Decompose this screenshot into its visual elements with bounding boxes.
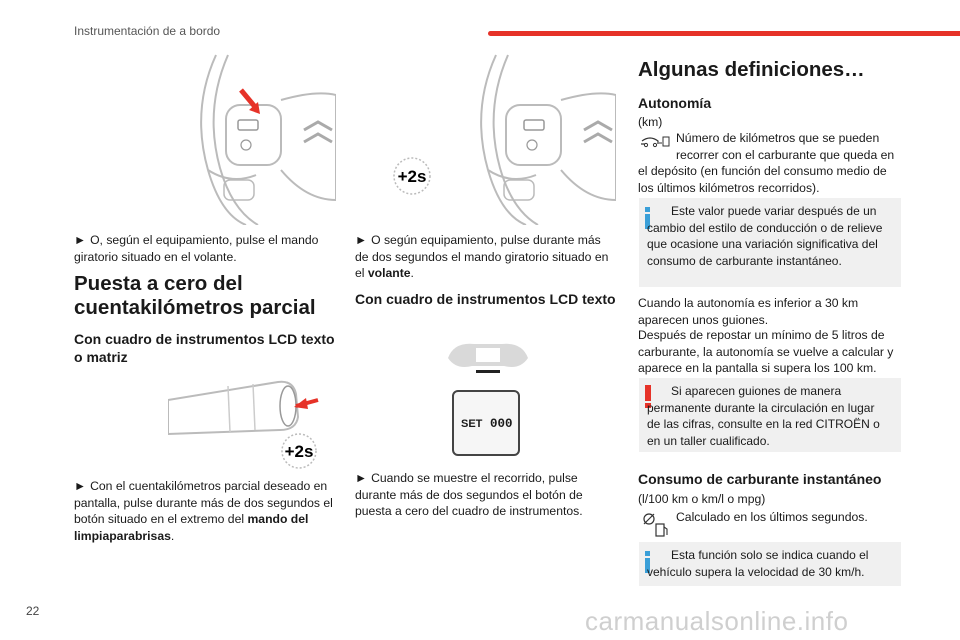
autonomia-text-2: Después de repostar un mínimo de 5 litros de carburante, la autonomía se vuelve a calcular y aparece en la pantalla si supera los 100 km. [638,328,894,375]
steering-wheel-illustration-1 [186,50,336,225]
warning-note-text: Si aparecen guiones de manera permanente durante la circulación en lugar de las cifras, consulte en la red CITROËN o en un taller cualificado. [647,384,880,448]
info-note [639,198,901,287]
steering-wheel-illustration-2 [466,50,616,225]
instruction-text: ► Con el cuentakilómetros parcial deseado en pantalla, pulse durante más de dos segundos el botón situado en el extremo del mando del limpiaparabrisas. [74,479,333,543]
instruction-text: ► O, según el equipamiento, pulse el mando giratorio situado en el volante. [74,233,319,264]
lcd-set-label: SET [461,418,483,430]
instruction-text: ► O según equipamiento, pulse durante más de dos segundos el mando giratorio situado en el volante. [355,233,609,280]
autonomia-unit: (km) [638,115,663,129]
autonomia-title: Autonomía [638,95,712,111]
autonomia-text-1: Cuando la autonomía es inferior a 30 km aparecen unos guiones. [638,296,859,327]
autonomia-desc-rest: el depósito (en función del consumo medio de los últimos kilómetros recorridos). [638,164,887,195]
page-number: 22 [26,604,40,618]
section-header: Instrumentación de a bordo [74,24,221,38]
autonomy-fuel-icon [640,134,672,148]
consumo-title: Consumo de carburante instantáneo [638,471,882,487]
lcd-value: 000 [490,417,513,431]
bullet-arrow-icon: ► [74,233,87,247]
bullet-arrow-icon: ► [355,471,368,485]
lcd-display [452,390,520,456]
timer-badge-2 [392,156,432,196]
warning-note [639,378,901,452]
info-note-text: Este valor puede variar después de un cambio del estilo de conducción o de relieve que ocasione una variación significativa del consumo de carburante instantáneo. [647,204,883,268]
badge-label: +2s [284,442,314,461]
fuel-consumption-icon [640,510,670,540]
bullet-arrow-icon: ► [74,479,87,493]
header-accent-bar [488,31,960,36]
instrument-cluster-icon [446,340,530,374]
subheading: Con cuadro de instrumentos LCD texto [355,291,616,307]
info-note-2-text: Esta función solo se indica cuando el vehículo supera la velocidad de 30 km/h. [647,548,869,579]
subheading: Con cuadro de instrumentos LCD texto o matriz [74,331,335,365]
info-note-2 [639,542,901,586]
autonomia-desc-first: Número de kilómetros que se pueden recorrer con el carburante que queda en [676,131,895,162]
consumo-desc: Calculado en los últimos segundos. [676,510,868,524]
bullet-arrow-icon: ► [355,233,368,247]
badge-label: +2s [397,167,427,186]
watermark: carmanualsonline.info [585,606,849,636]
section-heading: Puesta a cero del cuentakilómetros parcial [74,272,316,319]
instruction-text: ► Cuando se muestre el recorrido, pulse durante más de dos segundos el botón de puesta a cero del cuadro de instrumentos. [355,471,583,518]
consumo-unit: (l/100 km o km/l o mpg) [638,492,766,506]
timer-badge-1 [280,432,318,470]
definitions-heading: Algunas definiciones… [638,58,865,81]
